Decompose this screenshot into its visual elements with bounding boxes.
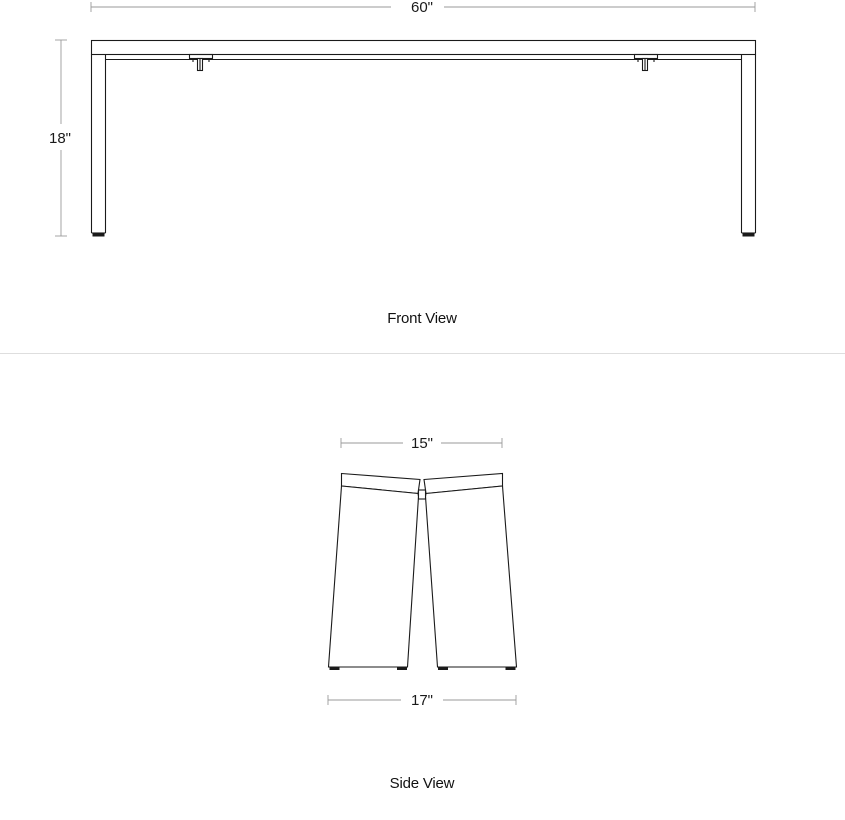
side-bottom-dimension — [328, 692, 516, 709]
front-tabletop — [92, 41, 756, 55]
front-width-dimension — [91, 0, 755, 16]
front-left-hinge — [190, 55, 213, 71]
side-center-hinge — [419, 490, 426, 499]
front-height-dim-label: 18" — [48, 130, 72, 147]
side-top-dimension — [341, 435, 502, 452]
front-height-dimension — [49, 40, 71, 236]
side-view-drawing — [0, 420, 845, 750]
front-left-leg — [92, 55, 106, 237]
front-view-label: Front View — [387, 310, 457, 327]
front-right-hinge — [635, 55, 658, 71]
side-left-half — [329, 474, 421, 671]
side-right-half — [424, 474, 517, 671]
side-top-dim-label: 15" — [410, 435, 434, 452]
front-width-dim-label: 60" — [410, 0, 434, 16]
front-right-leg — [742, 55, 756, 237]
front-view-drawing — [0, 0, 845, 300]
view-divider — [0, 353, 845, 354]
side-view-label: Side View — [389, 775, 455, 792]
side-bottom-dim-label: 17" — [410, 692, 434, 709]
